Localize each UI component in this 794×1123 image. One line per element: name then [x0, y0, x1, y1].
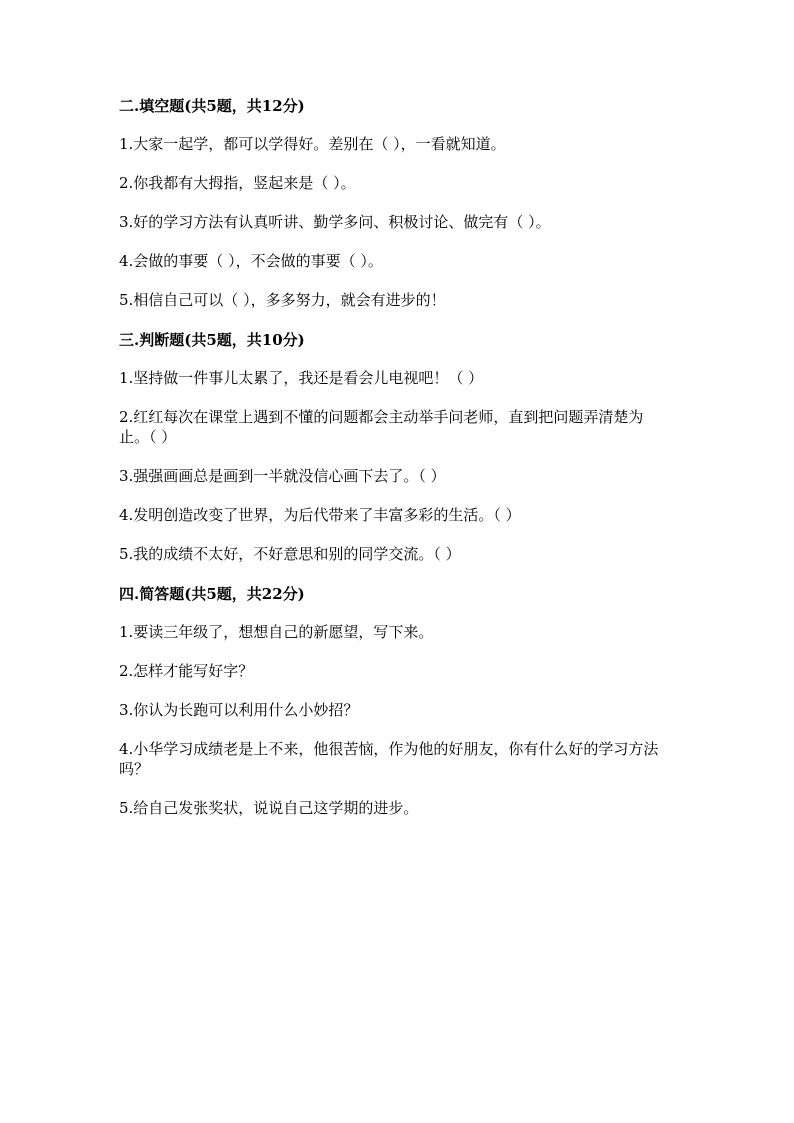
true-false-question-4: 4.发明创造改变了世界，为后代带来了丰富多彩的生活。（ ）	[119, 506, 521, 524]
short-answer-question-1: 1.要读三年级了，想想自己的新愿望，写下来。	[119, 623, 434, 641]
true-false-question-5: 5.我的成绩不太好，不好意思和别的同学交流。（ ）	[119, 545, 461, 563]
section-heading-fill-blank: 二.填空题(共5题，共12分)	[119, 97, 305, 115]
section-heading-true-false: 三.判断题(共5题，共10分)	[119, 331, 305, 349]
fill-blank-question-3: 3.好的学习方法有认真听讲、勤学多问、积极讨论、做完有（ ）。	[119, 213, 551, 231]
true-false-question-3: 3.强强画画总是画到一半就没信心画下去了。（ ）	[119, 467, 446, 485]
short-answer-question-3: 3.你认为长跑可以利用什么小妙招？	[119, 701, 359, 719]
true-false-question-2: 2.红红每次在课堂上遇到不懂的问题都会主动举手问老师，直到把问题弄清楚为止。（ ）	[119, 408, 644, 446]
worksheet-content	[119, 95, 679, 837]
fill-blank-question-1: 1.大家一起学，都可以学得好。差别在（ ），一看就知道。	[119, 135, 506, 153]
fill-blank-question-4: 4.会做的事要（ ），不会做的事要（ ）。	[119, 252, 383, 270]
fill-blank-question-2: 2.你我都有大拇指，竖起来是（ ）。	[119, 174, 356, 192]
short-answer-question-2: 2.怎样才能写好字？	[119, 662, 254, 680]
short-answer-question-5: 5.给自己发张奖状，说说自己这学期的进步。	[119, 799, 419, 817]
section-heading-short-answer: 四.简答题(共5题，共22分)	[119, 585, 305, 603]
fill-blank-question-5: 5.相信自己可以（ ），多多努力，就会有进步的！	[119, 291, 446, 309]
short-answer-question-4: 4.小华学习成绩老是上不来，他很苦恼，作为他的好朋友，你有什么好的学习方法吗？	[119, 740, 659, 778]
true-false-question-1: 1.坚持做一件事儿太累了，我还是看会儿电视吧！（ ）	[119, 369, 484, 387]
